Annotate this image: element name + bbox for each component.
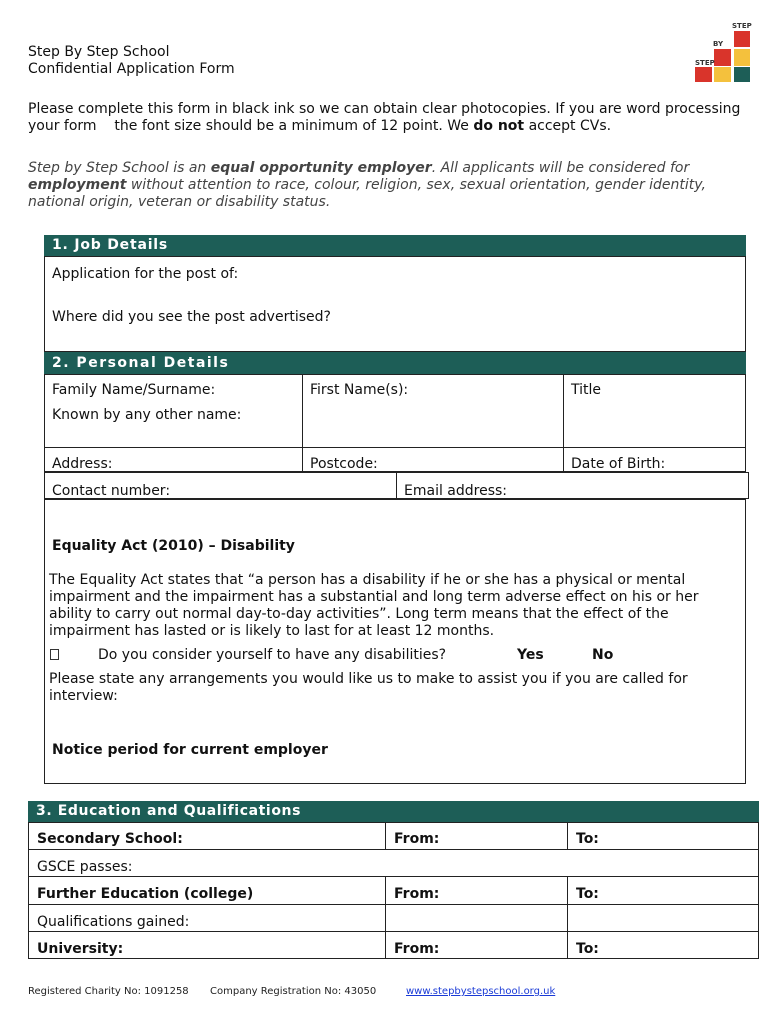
equality-text: The Equality Act states that “a person has a disability if he or she has a physical or mental impairment and the impairment has a substantial and long term adverse effect on his or her ability to carry out normal day-to-day activities”. Long term means that the effect of the impairment has lasted or is likely to last for at least 12 months. bbox=[49, 572, 699, 639]
disability-checkbox[interactable] bbox=[50, 649, 59, 660]
school-name: Step By Step School bbox=[28, 44, 170, 60]
divider bbox=[28, 849, 759, 850]
postcode-label: Postcode: bbox=[310, 456, 378, 472]
title-label: Title bbox=[571, 382, 602, 398]
university-label: University: bbox=[37, 941, 124, 957]
logo-block bbox=[734, 67, 750, 82]
divider bbox=[385, 876, 386, 959]
section-3-header: 3. Education and Qualifications bbox=[28, 801, 759, 822]
company-registration: Company Registration No: 43050 bbox=[210, 986, 377, 997]
logo-text-step: STEP bbox=[732, 22, 752, 30]
divider bbox=[28, 904, 759, 905]
logo-block bbox=[734, 31, 750, 47]
post-applied-label: Application for the post of: bbox=[52, 266, 239, 282]
intro-paragraph: Please complete this form in black ink so we can obtain clear photocopies. If you are word processing your form the font size should be a minimum of 12 point. We do not accept CVs. bbox=[28, 101, 741, 134]
form-title: Confidential Application Form bbox=[28, 61, 235, 77]
no-option[interactable]: No bbox=[592, 647, 614, 663]
section-2-header: 2. Personal Details bbox=[44, 352, 746, 374]
divider bbox=[28, 931, 759, 932]
divider bbox=[28, 876, 759, 877]
divider bbox=[396, 472, 397, 499]
family-name-label: Family Name/Surname: bbox=[52, 382, 216, 398]
notice-period-label: Notice period for current employer bbox=[52, 742, 328, 758]
divider bbox=[563, 374, 564, 472]
section-1-header: 1. Job Details bbox=[44, 235, 746, 256]
to-label: To: bbox=[576, 886, 599, 902]
from-label: From: bbox=[394, 886, 440, 902]
logo-block bbox=[714, 49, 731, 66]
gsce-label: GSCE passes: bbox=[37, 859, 133, 875]
first-names-label: First Name(s): bbox=[310, 382, 409, 398]
address-label: Address: bbox=[52, 456, 113, 472]
logo-text-by: BY bbox=[713, 40, 724, 48]
logo-block bbox=[734, 49, 750, 66]
yes-option[interactable]: Yes bbox=[517, 647, 544, 663]
equal-opportunity-statement: Step by Step School is an equal opportunity employer. All applicants will be considered for employment without attention to race, colour, religion, sex, sexual orientation, gender identity, national origin, veteran or disability status. bbox=[28, 160, 706, 210]
logo-block bbox=[695, 67, 712, 82]
email-label: Email address: bbox=[404, 483, 508, 499]
date-of-birth-label: Date of Birth: bbox=[571, 456, 666, 472]
divider bbox=[567, 876, 568, 959]
to-label: To: bbox=[576, 831, 599, 847]
advertised-label: Where did you see the post advertised? bbox=[52, 309, 331, 325]
arrangements-label: Please state any arrangements you would like us to make to assist you if you are called for interview: bbox=[49, 671, 688, 704]
divider bbox=[385, 822, 386, 849]
disability-question: Do you consider yourself to have any disabilities? bbox=[98, 647, 447, 663]
divider bbox=[44, 447, 746, 448]
from-label: From: bbox=[394, 831, 440, 847]
equality-heading: Equality Act (2010) – Disability bbox=[52, 538, 295, 554]
divider bbox=[567, 822, 568, 849]
further-education-label: Further Education (college) bbox=[37, 886, 254, 902]
school-logo bbox=[694, 22, 752, 82]
known-by-label: Known by any other name: bbox=[52, 407, 242, 423]
secondary-school-label: Secondary School: bbox=[37, 831, 183, 847]
divider bbox=[302, 374, 303, 472]
from-label: From: bbox=[394, 941, 440, 957]
contact-number-label: Contact number: bbox=[52, 483, 171, 499]
qualifications-label: Qualifications gained: bbox=[37, 914, 190, 930]
logo-text-step-2: STEP bbox=[695, 59, 715, 67]
logo-block bbox=[714, 67, 731, 82]
to-label: To: bbox=[576, 941, 599, 957]
website-link[interactable]: www.stepbystepschool.org.uk bbox=[406, 986, 556, 997]
charity-number: Registered Charity No: 1091258 bbox=[28, 986, 189, 997]
